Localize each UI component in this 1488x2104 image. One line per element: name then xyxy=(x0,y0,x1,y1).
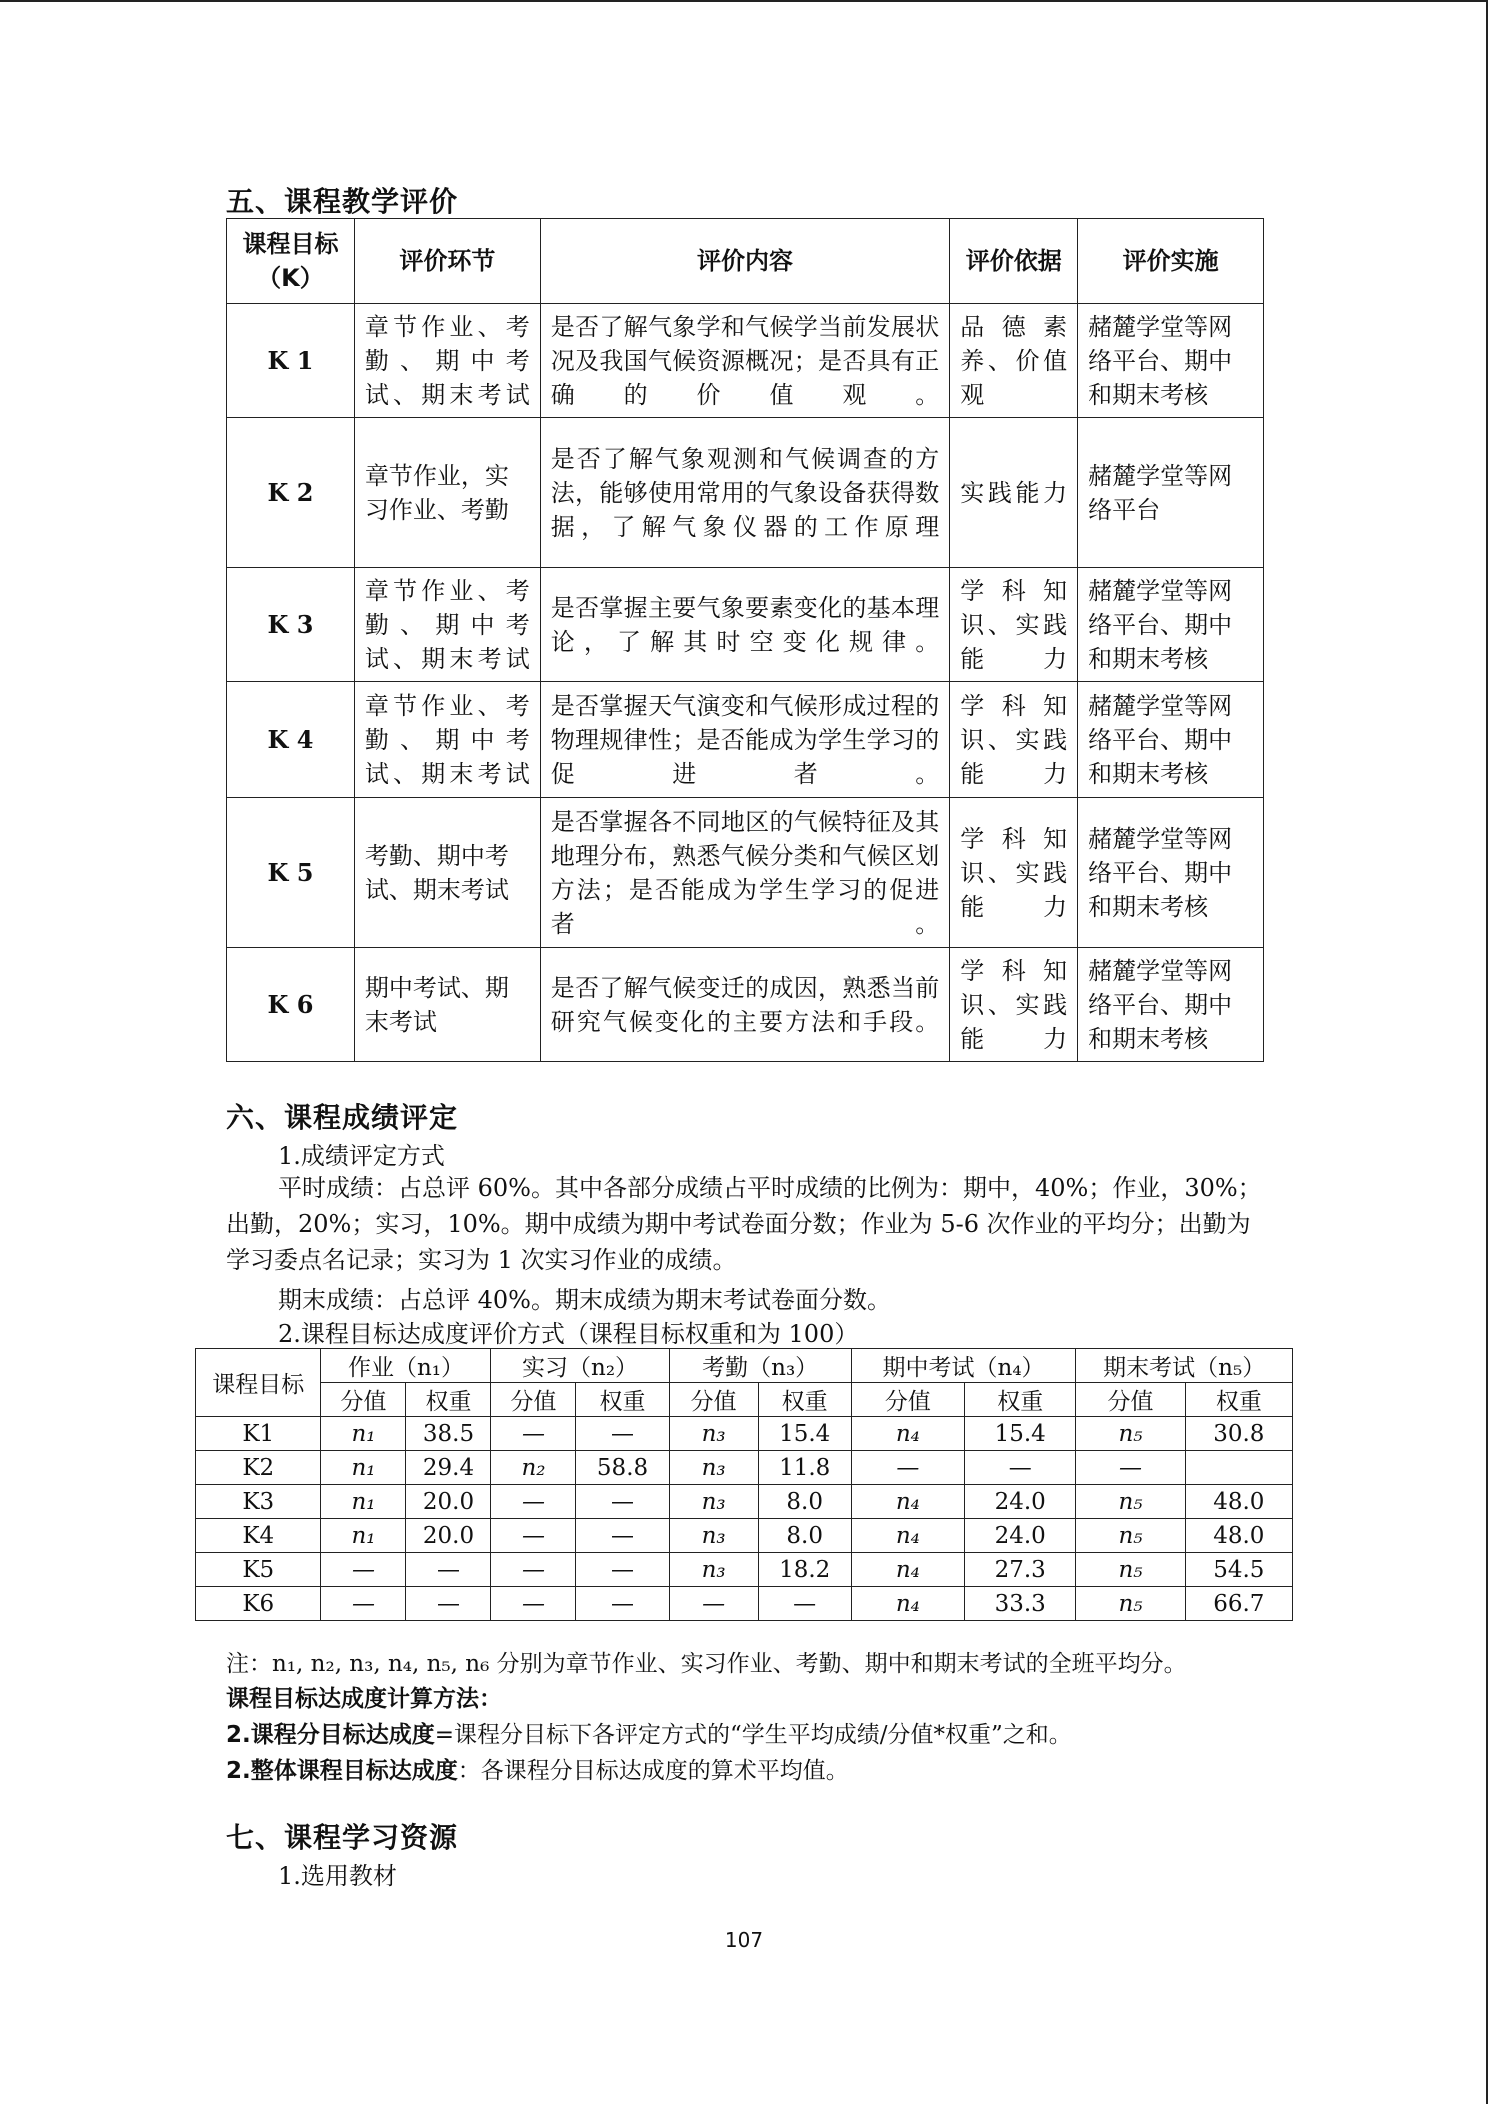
content-cell: 是否掌握各不同地区的气候特征及其地理分布，熟悉气候分类和气候区划方法；是否能成为学生学习的促进者。 xyxy=(540,798,950,948)
table-row xyxy=(196,1451,1293,1485)
score-cell: n₄ xyxy=(851,1519,964,1553)
score-cell: n₅ xyxy=(1076,1553,1185,1587)
calc-overall-text: ：各课程分目标达成度的算术平均值。 xyxy=(457,1758,849,1784)
weight-cell: 30.8 xyxy=(1185,1417,1292,1451)
weight-cell: 48.0 xyxy=(1185,1485,1292,1519)
section5-title: 五、课程教学评价 xyxy=(226,185,459,218)
table-row xyxy=(227,568,1264,682)
link-cell: 考勤、期中考试、期末考试 xyxy=(354,798,540,948)
regular-grade-paragraph: 平时成绩：占总评 60%。其中各部分成绩占平时成绩的比例为：期中，40%；作业，30%；出勤，20%；实习，10%。期中成绩为期中考试卷面分数；作业为 5-6 次作业的平均分；出勤为学习委点名记录；实习为 1 次实习作业的成绩。 xyxy=(226,1174,1262,1274)
header-final: 期末考试（n₅） xyxy=(1076,1349,1293,1383)
link-cell: 期中考试、期末考试 xyxy=(354,948,540,1062)
score-cell: n₂ xyxy=(491,1451,576,1485)
table-note: 注：n₁, n₂, n₃, n₄, n₅, n₆ 分别为章节作业、实习作业、考勤、期中和期末考试的全班平均分。 xyxy=(226,1651,1187,1677)
header-basis: 评价依据 xyxy=(950,219,1078,304)
weight-cell xyxy=(1185,1451,1292,1485)
content-cell: 是否了解气象学和气候学当前发展状况及我国气候资源概况；是否具有正确的价值观。 xyxy=(540,304,950,418)
impl-cell: 赭麓学堂等网络平台 xyxy=(1078,418,1264,568)
score-cell: n₄ xyxy=(851,1417,964,1451)
score-cell: n₅ xyxy=(1076,1485,1185,1519)
calc-method-title: 课程目标达成度计算方法： xyxy=(226,1686,502,1712)
content-cell: 是否掌握主要气象要素变化的基本理论，了解其时空变化规律。 xyxy=(540,568,950,682)
score-cell: — xyxy=(321,1587,406,1621)
weight-cell: 15.4 xyxy=(965,1417,1076,1451)
weight-cell: 54.5 xyxy=(1185,1553,1292,1587)
basis-cell: 实践能力 xyxy=(950,418,1078,568)
target-cell: K 1 xyxy=(227,304,355,418)
achievement-table xyxy=(195,1348,1293,1621)
weight-cell: 11.8 xyxy=(758,1451,851,1485)
table-row xyxy=(227,948,1264,1062)
table-row xyxy=(196,1553,1293,1587)
header-weight: 权重 xyxy=(576,1383,669,1417)
score-cell: n₄ xyxy=(851,1485,964,1519)
impl-cell: 赭麓学堂等网络平台、期中和期末考核 xyxy=(1078,798,1264,948)
table-row xyxy=(196,1485,1293,1519)
header-weight: 权重 xyxy=(965,1383,1076,1417)
weight-cell: 33.3 xyxy=(965,1587,1076,1621)
weight-cell: — xyxy=(406,1553,491,1587)
achievement-method-heading: 2.课程目标达成度评价方式（课程目标权重和为 100） xyxy=(278,1320,859,1348)
weight-cell: — xyxy=(576,1485,669,1519)
calc-sub-target xyxy=(226,1716,1072,1749)
score-cell: n₃ xyxy=(669,1451,758,1485)
weight-cell: — xyxy=(576,1417,669,1451)
impl-cell: 赭麓学堂等网络平台、期中和期末考核 xyxy=(1078,304,1264,418)
target-cell: K 5 xyxy=(227,798,355,948)
content-cell: 是否了解气候变迁的成因，熟悉当前研究气候变化的主要方法和手段。 xyxy=(540,948,950,1062)
content-cell: 是否掌握天气演变和气候形成过程的物理规律性；是否能成为学生学习的促进者。 xyxy=(540,682,950,798)
header-weight: 权重 xyxy=(758,1383,851,1417)
weight-cell: — xyxy=(576,1587,669,1621)
table-row xyxy=(227,304,1264,418)
final-grade-paragraph: 期末成绩：占总评 40%。期末成绩为期末考试卷面分数。 xyxy=(278,1286,891,1314)
evaluation-table-header xyxy=(227,219,1264,304)
target-cell: K 4 xyxy=(227,682,355,798)
weight-cell: 8.0 xyxy=(758,1519,851,1553)
score-cell: — xyxy=(491,1485,576,1519)
weight-cell: 66.7 xyxy=(1185,1587,1292,1621)
achievement-header-sub xyxy=(196,1383,1293,1417)
impl-cell: 赭麓学堂等网络平台、期中和期末考核 xyxy=(1078,682,1264,798)
row-target: K3 xyxy=(196,1485,321,1519)
score-cell: n₁ xyxy=(321,1485,406,1519)
header-homework: 作业（n₁） xyxy=(321,1349,491,1383)
content-cell: 是否了解气象观测和气候调查的方法，能够使用常用的气象设备获得数据，了解气象仪器的工作原理 xyxy=(540,418,950,568)
calc-sub-target-label: 2.课程分目标达成度 xyxy=(226,1722,435,1748)
row-target: K4 xyxy=(196,1519,321,1553)
header-score: 分值 xyxy=(1076,1383,1185,1417)
calc-overall xyxy=(226,1752,849,1785)
weight-cell: 24.0 xyxy=(965,1519,1076,1553)
basis-cell: 学科知识、实践能力 xyxy=(950,568,1078,682)
score-cell: n₅ xyxy=(1076,1519,1185,1553)
score-cell: n₁ xyxy=(321,1451,406,1485)
header-score: 分值 xyxy=(321,1383,406,1417)
impl-cell: 赭麓学堂等网络平台、期中和期末考核 xyxy=(1078,948,1264,1062)
section7-title: 七、课程学习资源 xyxy=(226,1821,459,1854)
weight-cell: — xyxy=(758,1587,851,1621)
table-row xyxy=(227,418,1264,568)
weight-cell: 20.0 xyxy=(406,1519,491,1553)
achievement-header-groups xyxy=(196,1349,1293,1383)
page-number: 107 xyxy=(724,1928,764,1952)
header-content: 评价内容 xyxy=(540,219,950,304)
row-target: K1 xyxy=(196,1417,321,1451)
basis-cell: 品德素养、价值观 xyxy=(950,304,1078,418)
target-cell: K 3 xyxy=(227,568,355,682)
table-row xyxy=(196,1587,1293,1621)
header-target: 课程目标（K） xyxy=(227,219,355,304)
weight-cell: 29.4 xyxy=(406,1451,491,1485)
weight-cell: 48.0 xyxy=(1185,1519,1292,1553)
section6-title: 六、课程成绩评定 xyxy=(226,1101,459,1134)
score-cell: n₄ xyxy=(851,1553,964,1587)
score-cell: — xyxy=(669,1587,758,1621)
header-score: 分值 xyxy=(491,1383,576,1417)
header-score: 分值 xyxy=(851,1383,964,1417)
evaluation-table xyxy=(226,218,1264,1062)
score-cell: n₁ xyxy=(321,1519,406,1553)
table-row xyxy=(196,1417,1293,1451)
score-cell: — xyxy=(851,1451,964,1485)
impl-cell: 赭麓学堂等网络平台、期中和期末考核 xyxy=(1078,568,1264,682)
header-link: 评价环节 xyxy=(354,219,540,304)
weight-cell: 8.0 xyxy=(758,1485,851,1519)
link-cell: 章节作业、考勤、期中考试、期末考试 xyxy=(354,568,540,682)
header-weight: 权重 xyxy=(406,1383,491,1417)
row-target: K5 xyxy=(196,1553,321,1587)
textbook-heading: 1.选用教材 xyxy=(278,1862,397,1890)
table-row xyxy=(227,798,1264,948)
weight-cell: 20.0 xyxy=(406,1485,491,1519)
weight-cell: — xyxy=(576,1519,669,1553)
score-cell: — xyxy=(491,1553,576,1587)
header-impl: 评价实施 xyxy=(1078,219,1264,304)
header-score: 分值 xyxy=(669,1383,758,1417)
table-row xyxy=(196,1519,1293,1553)
table-row xyxy=(227,682,1264,798)
weight-cell: 38.5 xyxy=(406,1417,491,1451)
weight-cell: 18.2 xyxy=(758,1553,851,1587)
weight-cell: — xyxy=(965,1451,1076,1485)
weight-cell: 27.3 xyxy=(965,1553,1076,1587)
page-top-border xyxy=(0,0,1488,2)
weight-cell: 15.4 xyxy=(758,1417,851,1451)
row-target: K2 xyxy=(196,1451,321,1485)
header-midterm: 期中考试（n₄） xyxy=(851,1349,1076,1383)
calc-sub-target-text: =课程分目标下各评定方式的“学生平均成绩/分值*权重”之和。 xyxy=(434,1722,1072,1748)
score-cell: n₃ xyxy=(669,1417,758,1451)
header-attendance: 考勤（n₃） xyxy=(669,1349,851,1383)
calc-overall-label: 2.整体课程目标达成度 xyxy=(226,1758,458,1784)
weight-cell: 58.8 xyxy=(576,1451,669,1485)
link-cell: 章节作业、考勤、期中考试、期末考试 xyxy=(354,682,540,798)
score-cell: — xyxy=(491,1587,576,1621)
score-cell: n₃ xyxy=(669,1519,758,1553)
basis-cell: 学科知识、实践能力 xyxy=(950,948,1078,1062)
score-cell: n₁ xyxy=(321,1417,406,1451)
score-cell: — xyxy=(491,1519,576,1553)
score-cell: n₃ xyxy=(669,1553,758,1587)
row-target: K6 xyxy=(196,1587,321,1621)
score-cell: n₄ xyxy=(851,1587,964,1621)
header-course-target: 课程目标 xyxy=(196,1349,321,1417)
basis-cell: 学科知识、实践能力 xyxy=(950,682,1078,798)
weight-cell: — xyxy=(576,1553,669,1587)
score-cell: n₅ xyxy=(1076,1587,1185,1621)
weight-cell: — xyxy=(406,1587,491,1621)
weight-cell: 24.0 xyxy=(965,1485,1076,1519)
score-cell: n₅ xyxy=(1076,1417,1185,1451)
target-cell: K 2 xyxy=(227,418,355,568)
score-cell: n₃ xyxy=(669,1485,758,1519)
score-cell: — xyxy=(1076,1451,1185,1485)
header-practice: 实习（n₂） xyxy=(491,1349,669,1383)
grading-method-heading: 1.成绩评定方式 xyxy=(278,1142,445,1170)
basis-cell: 学科知识、实践能力 xyxy=(950,798,1078,948)
target-cell: K 6 xyxy=(227,948,355,1062)
score-cell: — xyxy=(321,1553,406,1587)
score-cell: — xyxy=(491,1417,576,1451)
link-cell: 章节作业、考勤、期中考试、期末考试 xyxy=(354,304,540,418)
link-cell: 章节作业，实习作业、考勤 xyxy=(354,418,540,568)
header-weight: 权重 xyxy=(1185,1383,1292,1417)
